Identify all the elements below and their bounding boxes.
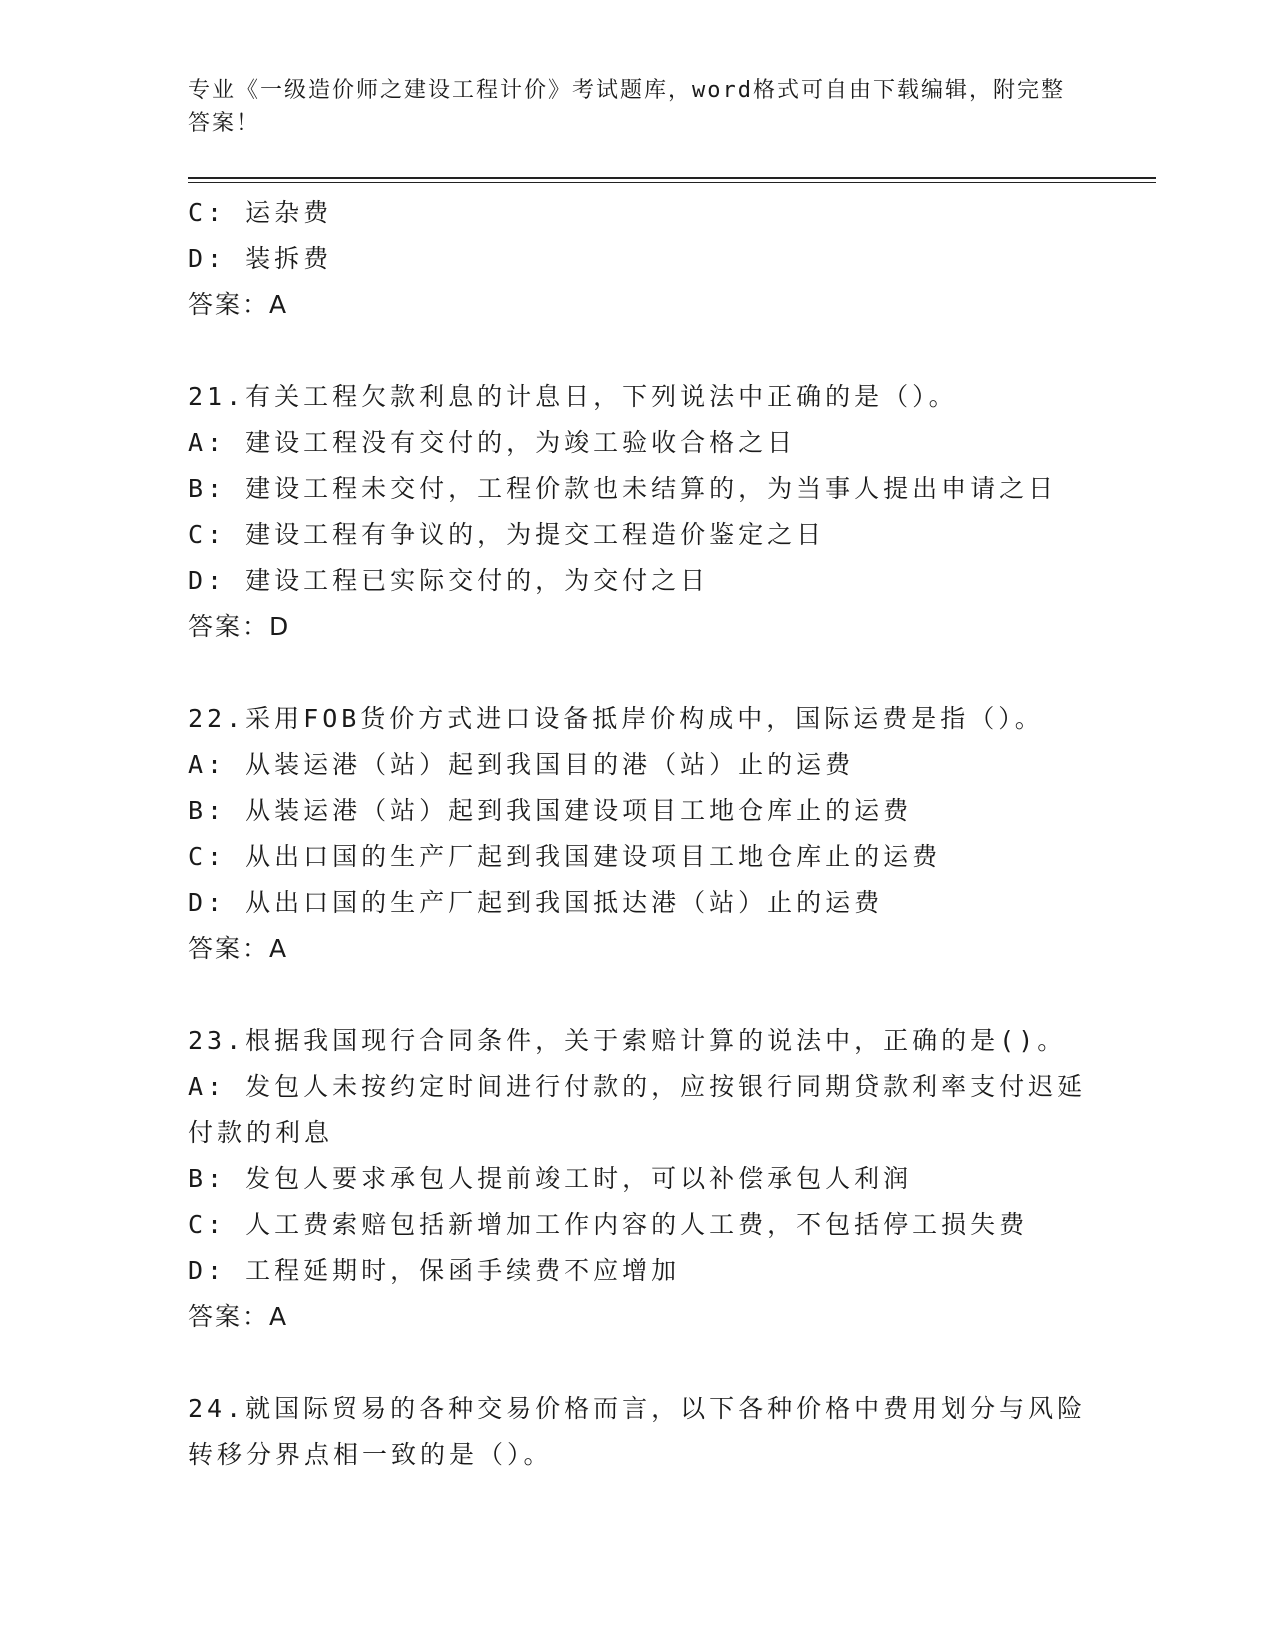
question-22-stem: 22.采用FOB货价方式进口设备抵岸价构成中，国际运费是指（）。 (188, 704, 1044, 733)
option-d: D: 工程延期时，保函手续费不应增加 (188, 1256, 681, 1285)
question-21-stem: 21.有关工程欠款利息的计息日，下列说法中正确的是（）。 (188, 382, 958, 411)
header-rule-thick (188, 177, 1156, 179)
option-a: A: 发包人未按约定时间进行付款的，应按银行同期贷款利率支付迟延付款的利息 (188, 1072, 1087, 1147)
spacer (188, 1340, 1088, 1386)
option-d: D: 装拆费 (188, 244, 333, 273)
option-b: B: 发包人要求承包人提前竣工时，可以补偿承包人利润 (188, 1164, 913, 1193)
answer: 答案：A (188, 934, 289, 963)
option-b: B: 建设工程未交付，工程价款也未结算的，为当事人提出申请之日 (188, 474, 1058, 503)
question-23-stem: 23.根据我国现行合同条件，关于索赔计算的说法中，正确的是()。 (188, 1026, 1067, 1055)
option-c: C: 建设工程有争议的，为提交工程造价鉴定之日 (188, 520, 826, 549)
spacer (188, 650, 1088, 696)
option-d: D: 从出口国的生产厂起到我国抵达港（站）止的运费 (188, 888, 884, 917)
option-a: A: 建设工程没有交付的，为竣工验收合格之日 (188, 428, 797, 457)
option-b: B: 从装运港（站）起到我国建设项目工地仓库止的运费 (188, 796, 913, 825)
spacer (188, 972, 1088, 1018)
answer: 答案：A (188, 1302, 289, 1331)
option-c: C: 从出口国的生产厂起到我国建设项目工地仓库止的运费 (188, 842, 942, 871)
option-a: A: 从装运港（站）起到我国目的港（站）止的运费 (188, 750, 855, 779)
spacer (188, 328, 1088, 374)
question-24-stem: 24.就国际贸易的各种交易价格而言，以下各种价格中费用划分与风险转移分界点相一致的是（）。 (188, 1394, 1087, 1469)
answer: 答案：D (188, 612, 291, 641)
header-rule-thin (188, 182, 1156, 183)
option-c: C: 人工费索赔包括新增加工作内容的人工费，不包括停工损失费 (188, 1210, 1029, 1239)
document-body (188, 190, 1088, 1478)
option-c: C: 运杂费 (188, 198, 333, 227)
document-header: 专业《一级造价师之建设工程计价》考试题库，word格式可自由下载编辑，附完整答案！ (188, 78, 1065, 136)
option-d: D: 建设工程已实际交付的，为交付之日 (188, 566, 710, 595)
answer: 答案：A (188, 290, 289, 319)
